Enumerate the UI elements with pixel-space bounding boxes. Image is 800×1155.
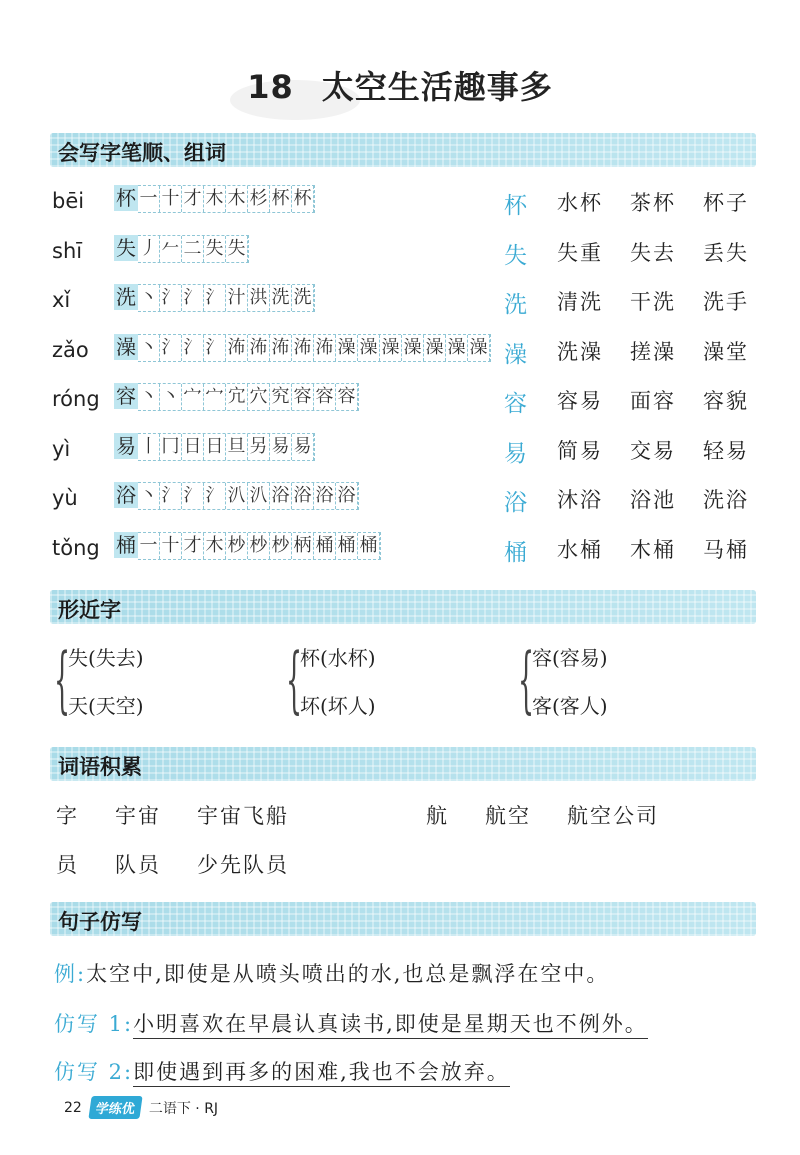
stroke-step: 汃 <box>226 483 248 509</box>
pinyin: yì <box>52 436 71 461</box>
similar-item: 坏(坏人) <box>300 694 376 718</box>
word: 干洗 <box>630 290 676 314</box>
word-group <box>557 187 776 217</box>
stroke-step: 木 <box>204 533 226 559</box>
stroke-step: 丶 <box>138 285 160 311</box>
brace-icon: { <box>518 637 535 721</box>
stroke-step: 木 <box>226 186 248 212</box>
word-group-char: 桶 <box>504 539 527 566</box>
target-char: 洗 <box>116 285 136 309</box>
stroke-order <box>138 334 491 362</box>
word: 丢失 <box>703 240 749 265</box>
stroke-step: 十 <box>160 533 182 559</box>
stroke-step: 氵 <box>182 483 204 509</box>
stroke-step: 容 <box>292 384 314 410</box>
page-number: 22 <box>64 1099 82 1116</box>
word-group-char: 浴 <box>504 490 527 516</box>
stroke-step: 丨 <box>138 434 160 460</box>
stroke-step: 另 <box>248 434 270 460</box>
stroke-step: 㳍 <box>292 335 314 361</box>
target-char: 易 <box>116 433 136 458</box>
word: 杯子 <box>703 191 749 215</box>
stroke-step: 氵 <box>182 335 204 361</box>
section-sentence-label: 句子仿写 <box>58 910 142 934</box>
stroke-order <box>138 433 315 461</box>
word: 轻易 <box>703 438 749 463</box>
target-char: 澡 <box>116 334 136 359</box>
stroke-order <box>138 185 315 213</box>
similar-item: 容(容易) <box>532 646 608 670</box>
word: 失去 <box>630 240 676 265</box>
imitation-1-text: 小明喜欢在早晨认真读书,即使是星期天也不例外。 <box>133 1012 648 1039</box>
section-vocab <box>50 747 756 781</box>
stroke-step: 丶 <box>160 384 182 410</box>
stroke-step: 澡 <box>336 335 358 361</box>
word: 容貌 <box>703 389 749 413</box>
stroke-order <box>138 482 359 510</box>
target-char: 桶 <box>116 532 136 557</box>
lesson-title: 太空生活趣事多 <box>321 68 553 106</box>
stroke-step: 日 <box>204 434 226 460</box>
example-label: 例: <box>54 962 87 986</box>
word: 洗澡 <box>557 339 603 364</box>
stroke-step: 㳍 <box>314 335 336 361</box>
target-char: 失 <box>116 235 136 260</box>
section-similar-label: 形近字 <box>58 598 121 622</box>
word: 沐浴 <box>557 488 603 512</box>
word: 面容 <box>630 389 676 413</box>
stroke-step: 柄 <box>292 533 314 559</box>
grade-label: 二语下 · RJ <box>148 1100 219 1117</box>
stroke-step: 宀 <box>204 384 226 410</box>
stroke-step: 容 <box>336 384 358 410</box>
imitation-1-label: 仿写 1: <box>54 1012 134 1036</box>
lesson-number: 18 <box>247 68 294 106</box>
stroke-step: 宀 <box>182 384 204 410</box>
imitation-sentence-1 <box>54 1008 648 1038</box>
word: 失重 <box>557 240 603 265</box>
section-vocab-label: 词语积累 <box>58 755 142 779</box>
pinyin: tǒng <box>52 535 100 560</box>
word: 水杯 <box>557 191 603 215</box>
word: 木桶 <box>630 537 676 562</box>
stroke-step: 澡 <box>446 335 468 361</box>
word: 澡堂 <box>703 339 749 364</box>
similar-item: 失(失去) <box>68 646 144 670</box>
stroke-step: 氵 <box>160 285 182 311</box>
similar-item: 杯(水杯) <box>300 646 376 670</box>
stroke-step: 汃 <box>248 483 270 509</box>
stroke-step: 一 <box>138 533 160 559</box>
vocab-row-2 <box>56 849 325 879</box>
stroke-step: 才 <box>182 533 204 559</box>
word: 容易 <box>557 389 603 413</box>
section-similar <box>50 590 756 624</box>
stroke-step: 氵 <box>182 285 204 311</box>
stroke-step: 失 <box>226 236 248 262</box>
stroke-step: 杪 <box>248 533 270 559</box>
word: 交易 <box>630 438 676 463</box>
stroke-step: 易 <box>270 434 292 460</box>
stroke-step: 丶 <box>138 483 160 509</box>
stroke-step: 木 <box>204 186 226 212</box>
word: 清洗 <box>557 290 603 314</box>
section-writing-label: 会写字笔顺、组词 <box>58 141 226 165</box>
stroke-step: 究 <box>270 384 292 410</box>
example-text: 太空中,即使是从喷头喷出的水,也总是飘浮在空中。 <box>86 962 610 986</box>
brand-badge: 学练优 <box>88 1096 142 1119</box>
word-group <box>557 484 776 514</box>
pinyin: shī <box>52 238 83 263</box>
stroke-step: 洗 <box>292 285 314 311</box>
stroke-step: 氵 <box>204 483 226 509</box>
word: 茶杯 <box>630 191 676 215</box>
vocab-word: 航 <box>426 804 449 828</box>
stroke-step: 澡 <box>402 335 424 361</box>
word-group-char: 杯 <box>504 193 527 219</box>
vocab-row-1a <box>56 800 325 830</box>
stroke-order <box>138 284 315 312</box>
pinyin: xǐ <box>52 288 71 312</box>
pinyin: róng <box>52 387 100 411</box>
stroke-step: 㳍 <box>270 335 292 361</box>
stroke-step: 氵 <box>160 335 182 361</box>
word-group <box>557 385 776 415</box>
similar-item: 客(客人) <box>532 694 608 718</box>
vocab-row-1b <box>426 800 695 830</box>
stroke-step: 桶 <box>358 533 380 559</box>
target-char: 杯 <box>116 186 136 210</box>
stroke-step: 失 <box>204 236 226 262</box>
stroke-step: 容 <box>314 384 336 410</box>
stroke-step: 易 <box>292 434 314 460</box>
word-group-char: 容 <box>504 391 527 417</box>
stroke-step: 杯 <box>270 186 292 212</box>
stroke-step: 杪 <box>226 533 248 559</box>
brace-icon: { <box>54 637 71 721</box>
stroke-step: 才 <box>182 186 204 212</box>
page-footer <box>64 1096 218 1119</box>
target-char: 容 <box>116 384 136 408</box>
word-group-char: 澡 <box>504 341 527 368</box>
stroke-step: 冂 <box>160 434 182 460</box>
stroke-step: 澡 <box>468 335 490 361</box>
stroke-step: 二 <box>182 236 204 262</box>
section-writing <box>50 133 756 167</box>
stroke-step: 洗 <box>270 285 292 311</box>
imitation-sentence-2 <box>54 1056 510 1086</box>
stroke-step: 澡 <box>380 335 402 361</box>
stroke-step: 丶 <box>138 335 160 361</box>
pinyin: yù <box>52 486 78 510</box>
page-title <box>0 62 800 108</box>
stroke-step: 㳍 <box>226 335 248 361</box>
imitation-2-text: 即使遇到再多的困难,我也不会放弃。 <box>133 1060 510 1087</box>
stroke-step: 桶 <box>314 533 336 559</box>
stroke-step: 杯 <box>292 186 314 212</box>
vocab-word: 航空 <box>485 804 531 828</box>
stroke-step: 一 <box>138 186 160 212</box>
vocab-word: 员 <box>56 853 79 877</box>
brace-icon: { <box>286 637 303 721</box>
stroke-step: 穴 <box>248 384 270 410</box>
stroke-step: 浴 <box>314 483 336 509</box>
stroke-step: 十 <box>160 186 182 212</box>
stroke-step: 𠂉 <box>160 236 182 262</box>
stroke-step: 㳍 <box>248 335 270 361</box>
stroke-step: 氵 <box>160 483 182 509</box>
section-sentence <box>50 902 756 936</box>
word: 浴池 <box>630 488 676 512</box>
word: 马桶 <box>703 537 749 562</box>
stroke-step: 桶 <box>336 533 358 559</box>
vocab-word: 宇宙飞船 <box>197 804 289 828</box>
word: 洗手 <box>703 290 749 314</box>
stroke-order <box>138 235 249 263</box>
stroke-step: 汁 <box>226 285 248 311</box>
stroke-step: 日 <box>182 434 204 460</box>
stroke-step: 澡 <box>424 335 446 361</box>
pinyin: bēi <box>52 189 85 213</box>
vocab-word: 队员 <box>115 853 161 877</box>
word: 洗浴 <box>703 488 749 512</box>
word-group-char: 易 <box>504 440 527 467</box>
word-group <box>557 534 776 564</box>
word-group <box>557 286 776 316</box>
stroke-step: 杪 <box>270 533 292 559</box>
stroke-step: 丿 <box>138 236 160 262</box>
stroke-step: 氵 <box>204 335 226 361</box>
word-group <box>557 237 776 267</box>
pinyin: zǎo <box>52 337 89 362</box>
word-group-char: 洗 <box>504 292 527 318</box>
stroke-order <box>138 532 381 560</box>
stroke-step: 浴 <box>336 483 358 509</box>
word-group <box>557 435 776 465</box>
imitation-2-label: 仿写 2: <box>54 1060 134 1084</box>
stroke-step: 澡 <box>358 335 380 361</box>
vocab-word: 字 <box>56 804 79 828</box>
stroke-step: 杉 <box>248 186 270 212</box>
word-group-char: 失 <box>504 242 527 269</box>
stroke-step: 丶 <box>138 384 160 410</box>
example-sentence <box>54 958 609 988</box>
similar-item: 天(天空) <box>68 694 144 718</box>
word-group <box>557 336 776 366</box>
stroke-step: 浴 <box>270 483 292 509</box>
word: 水桶 <box>557 537 603 562</box>
stroke-step: 氵 <box>204 285 226 311</box>
word: 搓澡 <box>630 339 676 364</box>
vocab-word: 宇宙 <box>115 804 161 828</box>
stroke-order <box>138 383 359 411</box>
stroke-step: 浴 <box>292 483 314 509</box>
word: 简易 <box>557 438 603 463</box>
vocab-word: 航空公司 <box>567 804 659 828</box>
target-char: 浴 <box>116 483 136 507</box>
stroke-step: 宂 <box>226 384 248 410</box>
stroke-step: 旦 <box>226 434 248 460</box>
vocab-word: 少先队员 <box>197 853 289 877</box>
stroke-step: 洪 <box>248 285 270 311</box>
